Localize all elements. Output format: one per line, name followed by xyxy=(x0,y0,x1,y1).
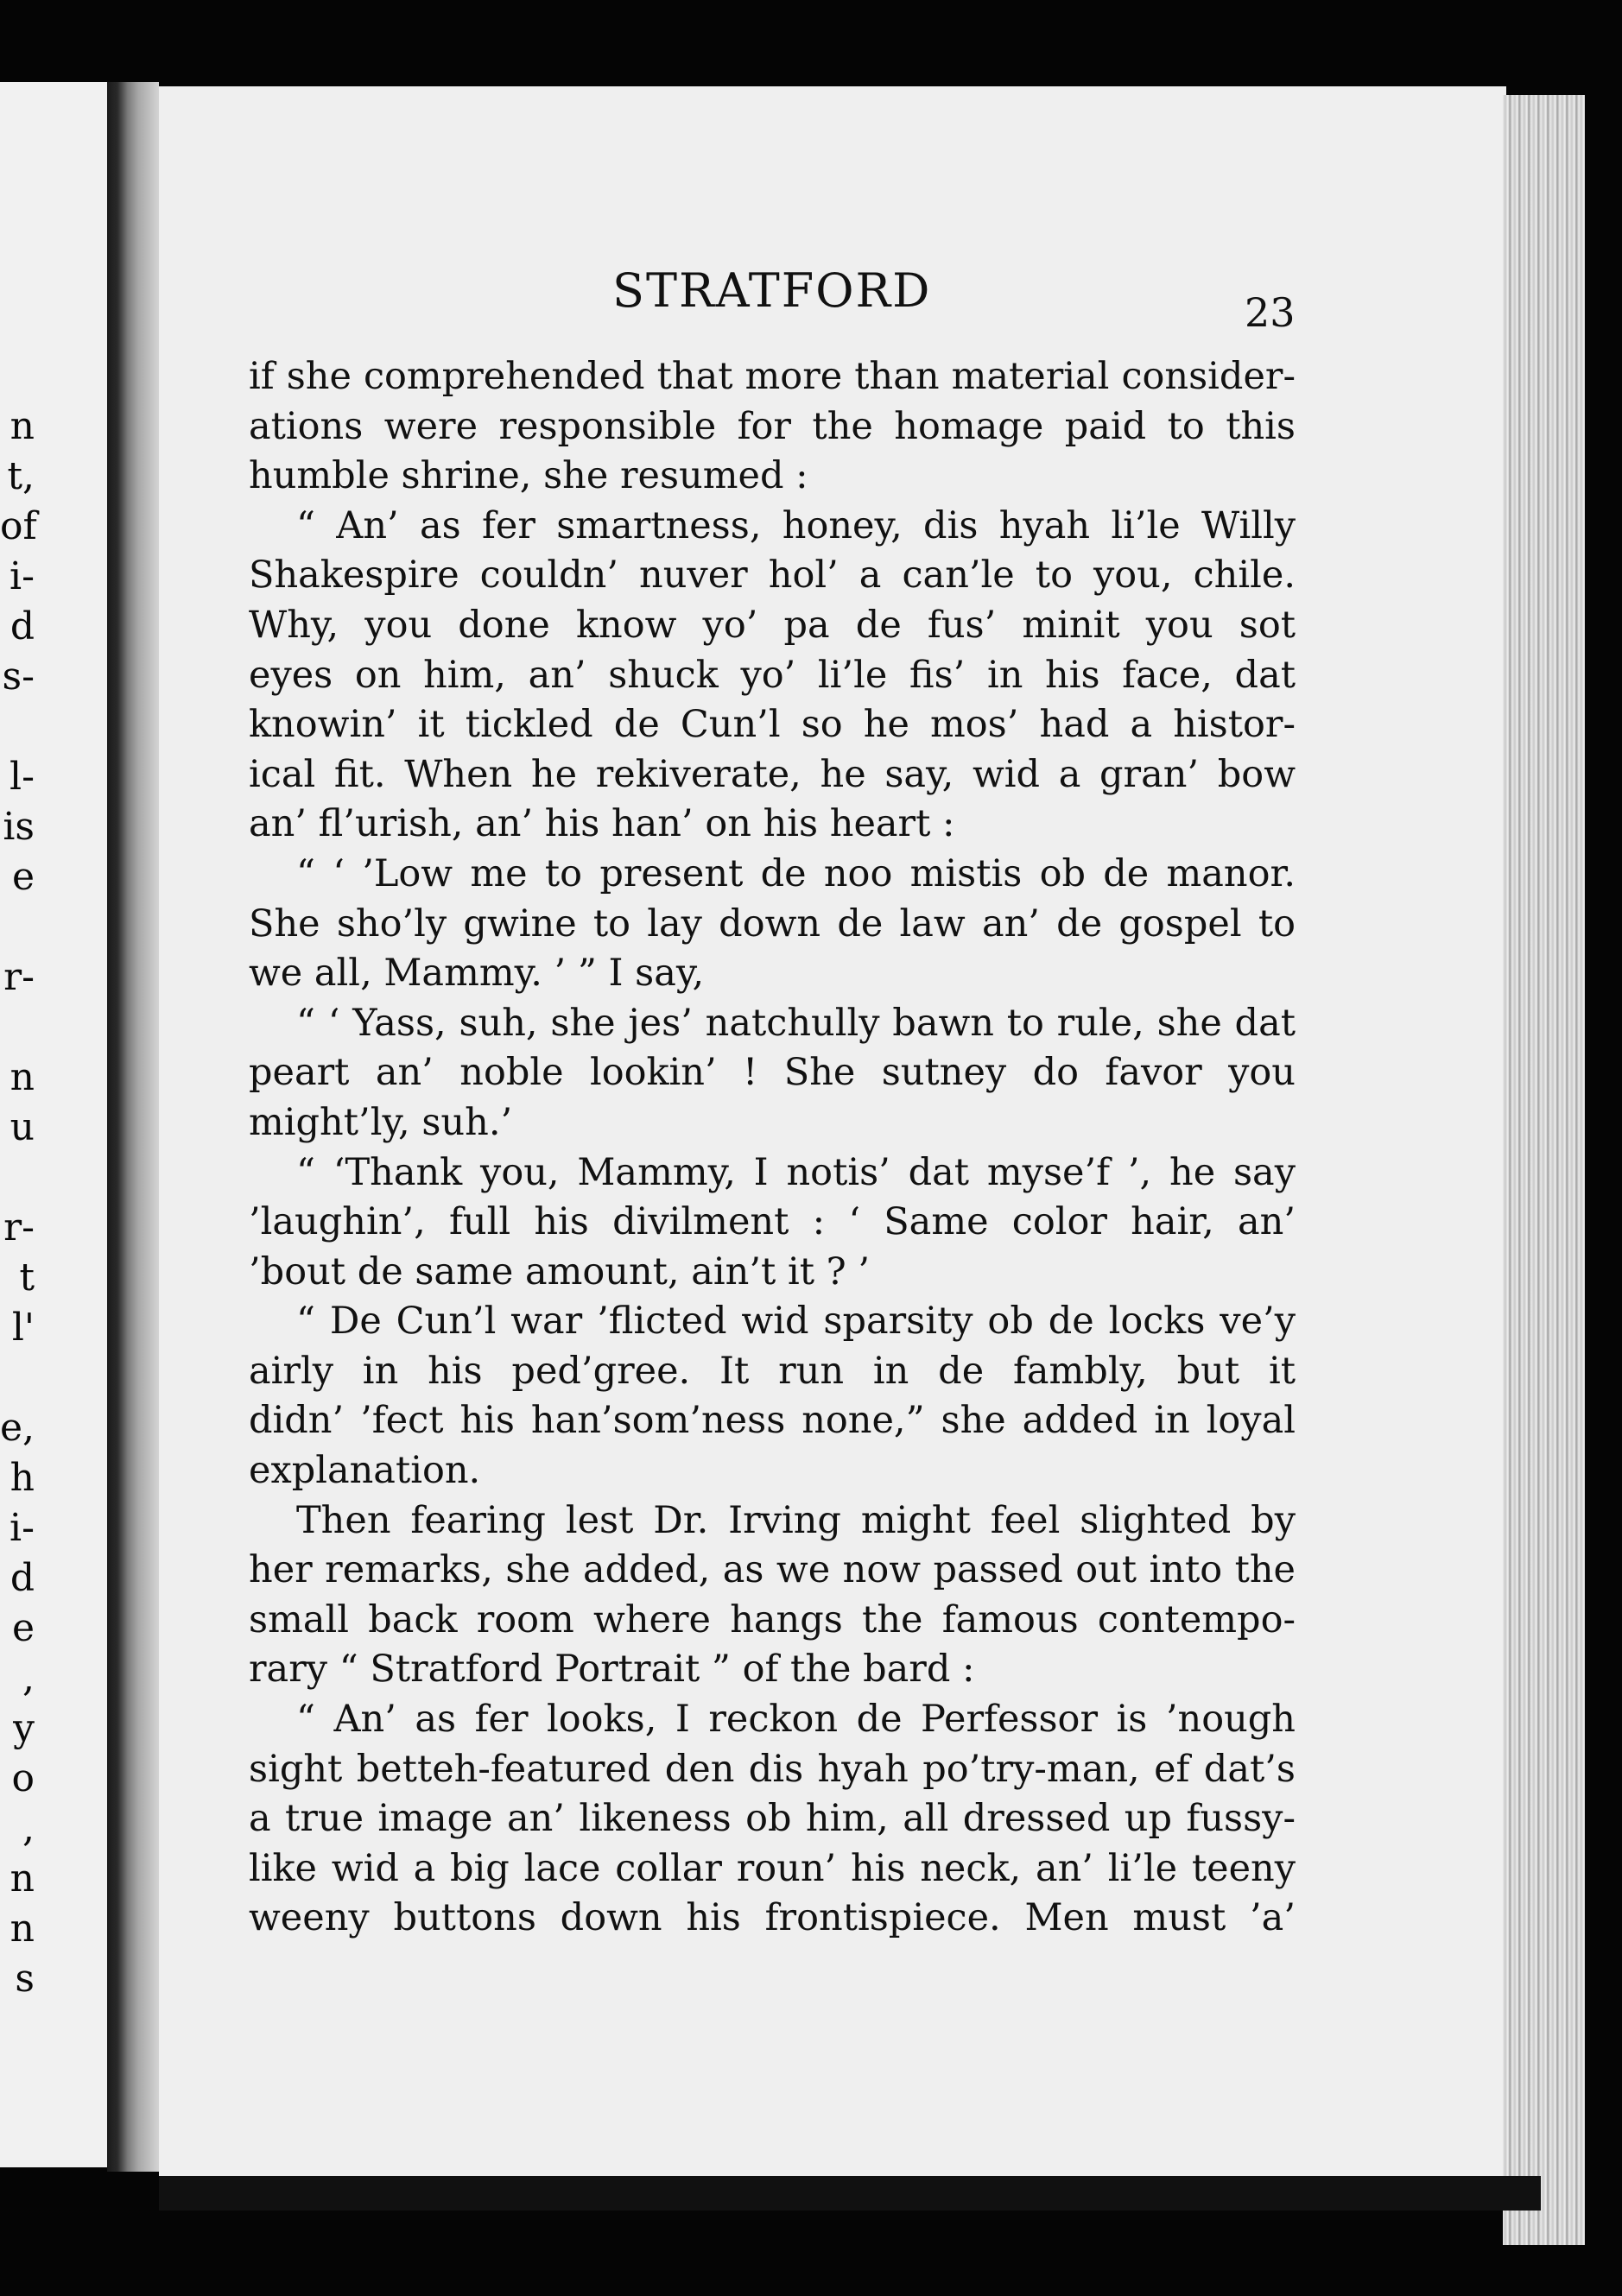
page-number: 23 xyxy=(1245,289,1296,336)
left-fragment-line: d xyxy=(10,1556,35,1600)
page-edges xyxy=(1503,95,1585,2245)
text-line: explanation. xyxy=(249,1449,481,1493)
left-fragment-line: y xyxy=(13,1706,35,1750)
text-line: “ ‘Thank you, Mammy, I notis’ dat myse’f ’, he say xyxy=(296,1150,1296,1194)
book-gutter xyxy=(107,82,159,2172)
left-fragment-line: of xyxy=(0,504,37,548)
left-fragment-line: s- xyxy=(2,655,35,699)
text-line: eyes on him, an’ shuck yo’ li’le fis’ in his face, dat xyxy=(249,653,1296,697)
body-text xyxy=(249,352,1296,1944)
text-line: She sho’ly gwine to lay down de law an’ de gospel to xyxy=(249,901,1296,946)
left-fragment-line: n xyxy=(10,1856,35,1901)
left-page-fragment xyxy=(0,82,117,2167)
text-line: ations were responsible for the homage paid to this xyxy=(249,404,1296,448)
running-title: STRATFORD xyxy=(612,263,932,318)
left-fragment-line: , xyxy=(22,1656,35,1700)
page-bottom-shadow xyxy=(159,2176,1541,2211)
text-line: Then fearing lest Dr. Irving might feel slighted by xyxy=(296,1498,1296,1542)
left-fragment-line: t, xyxy=(7,454,35,498)
text-line: might’ly, suh.’ xyxy=(249,1100,513,1144)
left-fragment-line: l' xyxy=(11,1306,35,1350)
running-head xyxy=(159,263,1411,336)
text-line: didn’ ’fect his han’som’ness none,” she added in loyal xyxy=(249,1399,1296,1443)
text-line: we all, Mammy. ’ ” I say, xyxy=(249,952,705,996)
text-line: airly in his ped’gree. It run in de fambly, but it xyxy=(249,1349,1296,1393)
left-fragment-line xyxy=(0,702,35,752)
text-line: sight betteh-featured den dis hyah po’try-man, ef dat’s xyxy=(249,1747,1296,1791)
text-line: humble shrine, she resumed : xyxy=(249,454,808,498)
text-line: an’ fl’urish, an’ his han’ on his heart : xyxy=(249,802,955,846)
text-line: “ De Cun’l war ’flicted wid sparsity ob de locks ve’y xyxy=(296,1300,1296,1344)
left-fragment-line xyxy=(0,1153,35,1203)
text-line: weeny buttons down his frontispiece. Men must ’a’ xyxy=(249,1896,1296,1940)
left-fragment-line: r- xyxy=(3,1205,35,1249)
left-fragment-line: e xyxy=(11,855,35,899)
text-line: Why, you done know yo’ pa de fus’ minit you sot xyxy=(249,603,1296,647)
left-fragment-line: o xyxy=(11,1756,35,1800)
text-line: a true image an’ likeness ob him, all dressed up fussy- xyxy=(249,1797,1296,1841)
left-fragment-line: u xyxy=(10,1105,35,1149)
left-fragment-line: s xyxy=(15,1957,35,2001)
text-line: peart an’ noble lookin’ ! She sutney do favor you xyxy=(249,1051,1296,1095)
text-line: small back room where hangs the famous contempo- xyxy=(249,1597,1296,1641)
left-fragment-line: t xyxy=(19,1256,35,1300)
text-line: her remarks, she added, as we now passed out into the xyxy=(249,1548,1296,1592)
left-fragment-line: r- xyxy=(3,955,35,999)
text-line: like wid a big lace collar roun’ his neck, an’ li’le teeny xyxy=(249,1846,1296,1890)
left-page-text-fragments xyxy=(0,402,35,2004)
text-line: ical fit. When he rekiverate, he say, wid a gran’ bow xyxy=(249,752,1296,796)
text-line: “ ‘ ’Low me to present de noo mistis ob de manor. xyxy=(296,851,1296,895)
left-fragment-line: n xyxy=(10,1907,35,1951)
left-fragment-line: i- xyxy=(10,1506,35,1550)
text-line: Shakespire couldn’ nuver hol’ a can’le to you, chile. xyxy=(249,553,1296,598)
text-line: ’laughin’, full his divilment : ‘ Same color hair, an’ xyxy=(249,1200,1296,1244)
left-fragment-line: d xyxy=(10,604,35,648)
text-line: ’bout de same amount, ain’t it ? ’ xyxy=(249,1249,871,1293)
text-line: “ ‘ Yass, suh, she jes’ natchully bawn to rule, she dat xyxy=(296,1001,1296,1045)
left-fragment-line: h xyxy=(10,1456,35,1500)
left-fragment-line: n xyxy=(10,1055,35,1099)
left-fragment-line: e xyxy=(11,1606,35,1650)
left-fragment-line: l- xyxy=(10,755,35,799)
text-line: knowin’ it tickled de Cun’l so he mos’ had a histor- xyxy=(249,703,1296,747)
text-line: “ An’ as fer smartness, honey, dis hyah li’le Willy xyxy=(296,503,1296,547)
text-line: “ An’ as fer looks, I reckon de Perfessor is ’nough xyxy=(296,1698,1296,1742)
left-fragment-line: e, xyxy=(0,1406,35,1450)
left-fragment-line: n xyxy=(10,404,35,448)
left-fragment-line: i- xyxy=(10,554,35,598)
text-line: if she comprehended that more than material consider- xyxy=(249,355,1296,398)
left-fragment-line xyxy=(0,1353,35,1403)
left-fragment-line: is xyxy=(3,805,35,849)
text-line: rary “ Stratford Portrait ” of the bard : xyxy=(249,1648,975,1692)
left-fragment-line: , xyxy=(22,1806,35,1850)
left-fragment-line xyxy=(0,902,35,952)
left-fragment-line xyxy=(0,1003,35,1053)
